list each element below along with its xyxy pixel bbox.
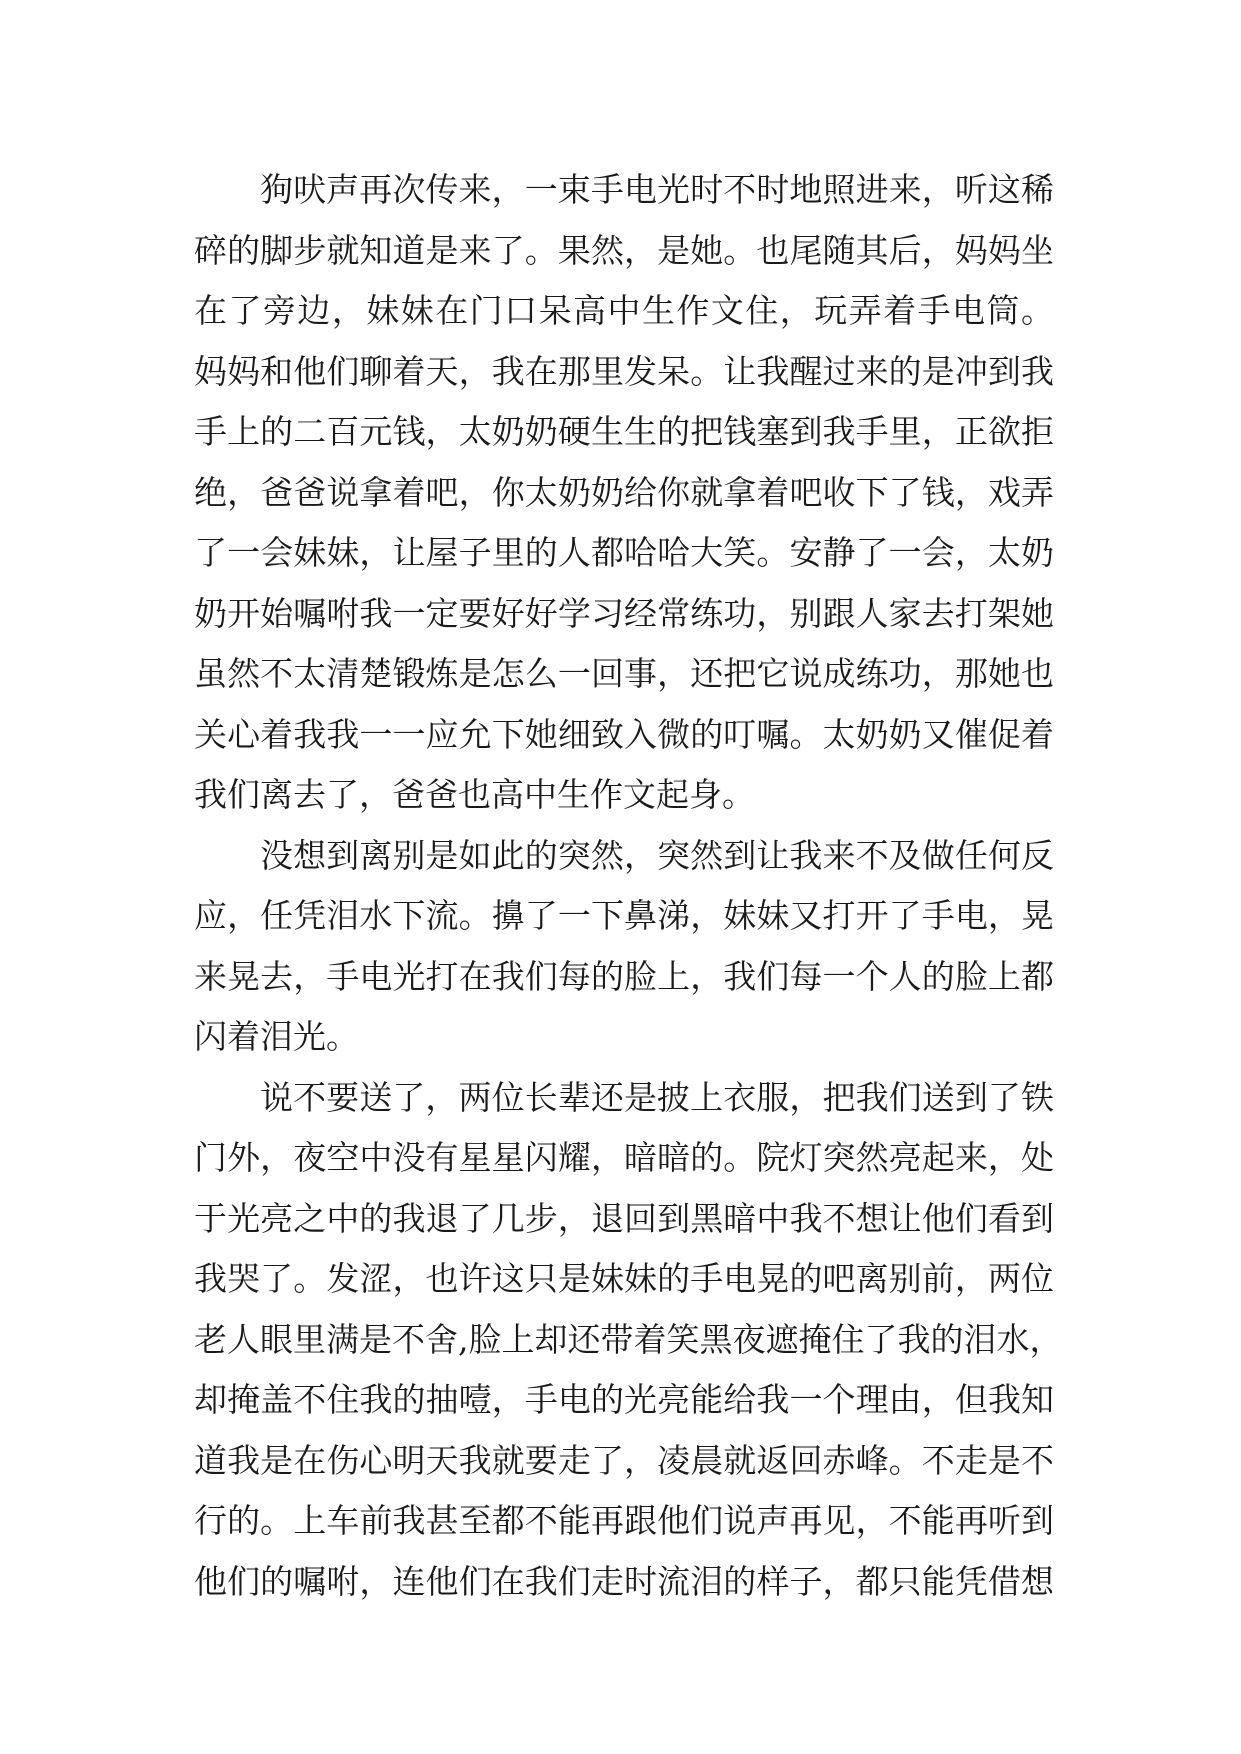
- text-line: 奶开始嘱咐我一定要好好学习经常练功，别跟人家去打架她: [194, 593, 1054, 633]
- text-line: 应，任凭泪水下流。擤了一下鼻涕，妹妹又打开了手电，晃: [194, 896, 1054, 935]
- text-line: 说不要送了，两位长辈还是披上衣服，把我们送到了铁: [260, 1077, 1054, 1117]
- text-line: 我哭了。发涩，也许这只是妹妹的手电晃的吧离别前，两位: [194, 1259, 1054, 1298]
- text-line: 却掩盖不住我的抽噎，手电的光亮能给我一个理由，但我知: [194, 1380, 1054, 1419]
- text-line: 妈妈和他们聊着天，我在那里发呆。让我醒过来的是冲到我: [194, 351, 1054, 391]
- text-line: 来晃去，手电光打在我们每的脸上，我们每一个人的脸上都: [194, 956, 1054, 996]
- text-line: 碎的脚步就知道是来了。果然，是她。也尾随其后，妈妈坐: [194, 230, 1054, 270]
- text-line: 于光亮之中的我退了几步，退回到黑暗中我不想让他们看到: [194, 1198, 1054, 1238]
- text-line: 虽然不太清楚锻炼是怎么一回事，还把它说成练功，那她也: [194, 654, 1054, 693]
- text-line: 了一会妹妹，让屋子里的人都哈哈大笑。安静了一会，太奶: [194, 533, 1054, 572]
- document-body: [194, 160, 1063, 1612]
- text-line: 道我是在伤心明天我就要走了，凌晨就返回赤峰。不走是不: [194, 1440, 1054, 1480]
- text-line: 闪着泪光。: [194, 1017, 359, 1056]
- text-line: 关心着我我一一应允下她细致入微的叮嘱。太奶奶又催促着: [194, 714, 1054, 754]
- text-line: 手上的二百元钱，太奶奶硬生生的把钱塞到我手里，正欲拒: [194, 412, 1054, 451]
- text-line: 行的。上车前我甚至都不能再跟他们说声再见，不能再听到: [194, 1501, 1054, 1540]
- text-line: 没想到离别是如此的突然，突然到让我来不及做任何反: [260, 835, 1054, 875]
- text-line: 绝，爸爸说拿着吧，你太奶奶给你就拿着吧收下了钱，戏弄: [194, 472, 1054, 512]
- text-line: 我们离去了，爸爸也高中生作文起身。: [194, 775, 755, 814]
- text-line: 他们的嘱咐，连他们在我们走时流泪的样子，都只能凭借想: [194, 1561, 1054, 1601]
- text-line: 狗吠声再次传来，一束手电光时不时地照进来，听这稀: [260, 170, 1054, 209]
- text-line: 在了旁边，妹妹在门口呆高中生作文住，玩弄着手电筒。: [194, 291, 1054, 330]
- text-line: 门外，夜空中没有星星闪耀，暗暗的。院灯突然亮起来，处: [194, 1138, 1054, 1177]
- text-line: 老人眼里满是不舍,脸上却还带着笑黑夜遮掩住了我的泪水，: [194, 1319, 1063, 1359]
